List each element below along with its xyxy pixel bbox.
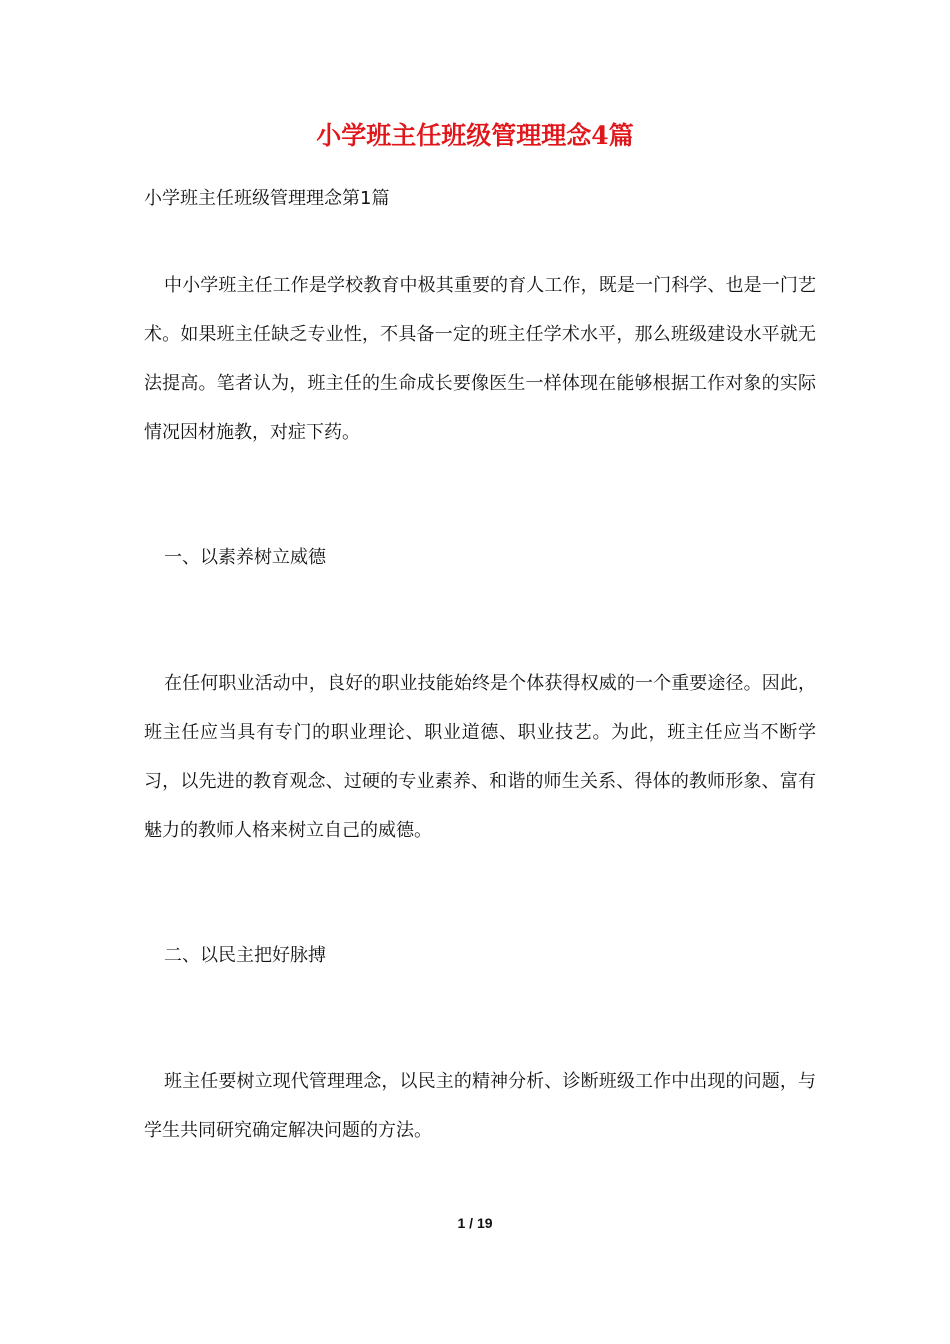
document-subtitle: 小学班主任班级管理理念第1篇	[144, 188, 390, 209]
page-indicator: 1 / 19	[457, 1215, 493, 1231]
section-paragraph-2: 班主任要树立现代管理理念，以民主的精神分析、诊断班级工作中出现的问题，与学生共同研究确定解决问题的方法。	[144, 1071, 816, 1141]
document-title: 小学班主任班级管理理念4篇	[316, 121, 634, 150]
section-paragraph-1: 在任何职业活动中，良好的职业技能始终是个体获得权威的一个重要途径。因此，班主任应当具有专门的职业理论、职业道德、职业技艺。为此，班主任应当不断学习，以先进的教育观念、过硬的专业素养、和谐的师生关系、得体的教师形象、富有魅力的教师人格来树立自己的威德。	[144, 673, 816, 841]
section-heading-2: 二、以民主把好脉搏	[164, 945, 326, 966]
section-heading-1: 一、以素养树立威德	[164, 547, 326, 568]
intro-paragraph: 中小学班主任工作是学校教育中极其重要的育人工作，既是一门科学、也是一门艺术。如果班主任缺乏专业性，不具备一定的班主任学术水平，那么班级建设水平就无法提高。笔者认为，班主任的生命成长要像医生一样体现在能够根据工作对象的实际情况因材施教，对症下药。	[144, 275, 816, 443]
